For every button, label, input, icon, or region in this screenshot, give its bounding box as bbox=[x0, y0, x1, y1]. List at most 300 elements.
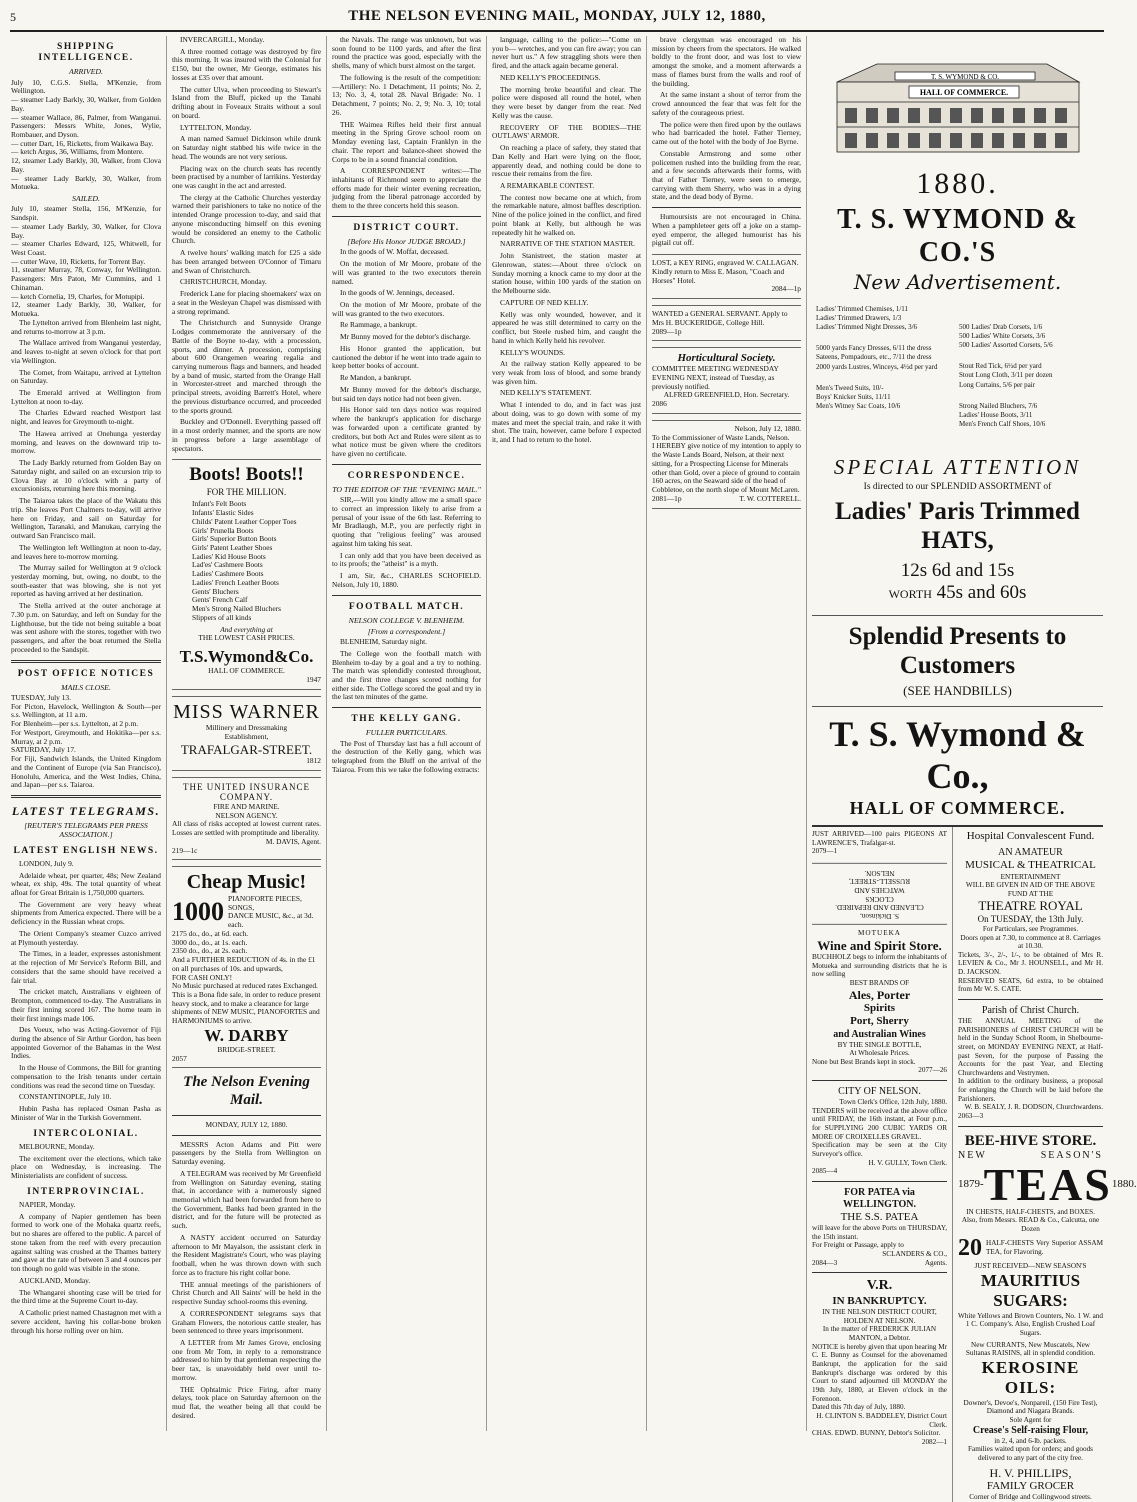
boots-title: Boots! Boots!! bbox=[189, 464, 304, 486]
christ-church-body: THE ANNUAL MEETING of the PARISHIONERS of CHRIST CHURCH will be held in the Sunday School Room, in Shelbourne-street, on MONDAY EVENING NEXT, at Half-past Seven, for the purpose of Passing the Accounts for the past Year, and Electing Churchwardens and Vestrymen. bbox=[958, 1016, 1103, 1077]
patea-body2: For Freight or Passage, apply to bbox=[812, 1241, 904, 1250]
kelly-subheading: FULLER PARTICULARS. bbox=[365, 728, 448, 738]
building-window bbox=[1055, 133, 1067, 148]
price-list-left-group bbox=[816, 384, 956, 411]
wines-line: and Australian Wines bbox=[833, 1028, 926, 1040]
news-paragraph: LONDON, July 9. bbox=[19, 858, 74, 868]
building-window bbox=[908, 133, 920, 148]
vr-mark: V.R. bbox=[866, 1278, 893, 1294]
boots-ref: 1947 bbox=[306, 674, 321, 684]
bankruptcy-clerk: H. CLINTON S. BADDELEY, District Court Clerk. bbox=[816, 1411, 947, 1429]
music-line: 2350 do., do., at 2s. each. bbox=[172, 946, 248, 956]
city-ref: 2085—4 bbox=[812, 1167, 838, 1176]
intercolonial-heading: INTERCOLONIAL. bbox=[33, 1128, 139, 1139]
dickinson-line: WATCHES AND bbox=[854, 886, 905, 895]
insurance-advert bbox=[172, 777, 321, 861]
warner-advert bbox=[172, 696, 321, 771]
shipping-note: The Comet, from Waitapu, arrived at Lyttelton on Saturday. bbox=[11, 367, 161, 386]
ales-line: Ales, Porter bbox=[848, 987, 911, 1002]
amateur-line: AN AMATEUR bbox=[998, 847, 1063, 859]
arrival-entry: 12, steamer Lady Barkly, 30, Walker, from Clova Bay. bbox=[11, 156, 161, 174]
boots-firm-sub: HALL OF COMMERCE. bbox=[208, 666, 285, 676]
arrived-subheading: ARRIVED. bbox=[69, 67, 103, 77]
best-brands-line: BEST BRANDS OF bbox=[849, 979, 910, 988]
entertainment-line: ENTERTAINMENT bbox=[1000, 872, 1061, 881]
wanted-ref: 2089—1p bbox=[652, 326, 682, 336]
price-list-right-item: Long Curtains, 5/6 per pair bbox=[959, 380, 1036, 389]
hall-sign: HALL OF COMMERCE. bbox=[919, 88, 1008, 97]
doors-line: Doors open at 7.30, to commence at 8. Carriages at 10.30. bbox=[960, 933, 1101, 951]
wine-store-heading: Wine and Spirit Store. bbox=[817, 937, 942, 953]
bankruptcy-date: Dated this 7th day of July, 1880. bbox=[812, 1403, 906, 1412]
price-list-left-item: Boys' Knicker Suits, 11/11 bbox=[816, 392, 891, 401]
music-line1: PIANOFORTE PIECES, SONGS, bbox=[228, 893, 302, 912]
wanted-notice bbox=[652, 305, 801, 341]
buchholz-text: BUCHHOLZ begs to inform the inhabitants of Motueka and surrounding districts that he is now selling bbox=[812, 953, 947, 979]
advert-year: 1880. bbox=[916, 167, 999, 200]
currants-line: New CURRANTS, New Muscatels, New Sultanas RAISINS, all in splendid condition. bbox=[965, 1340, 1096, 1358]
music-firm: W. DARBY bbox=[204, 1025, 289, 1045]
court-paragraph: His Honor granted the application, but cautioned the debtor if he went into trade again to keep better books of account. bbox=[332, 343, 481, 371]
football-subheading: NELSON COLLEGE V. BLENHEIM. bbox=[348, 615, 465, 625]
arrival-entry: — steamer Lady Barkly, 30, Walker, from Golden Bay. bbox=[11, 95, 161, 113]
kerosine-brands: Downer's, Devoe's, Nonpareil, (150 Fire Test), Diamond and Niagara Brands. bbox=[963, 1398, 1098, 1416]
corner-line: Corner of Bridge and Collingwood streets. bbox=[969, 1493, 1092, 1502]
insurance-sub: FIRE AND MARINE. bbox=[213, 801, 280, 811]
sailings-list bbox=[11, 205, 161, 319]
correspondence-subheading: TO THE EDITOR OF THE "EVENING MAIL." bbox=[332, 484, 481, 494]
christ-church-signature: W. B. SEALY, J. R. DODSON, Churchwardens. bbox=[964, 1103, 1103, 1112]
page-number: 5 bbox=[10, 10, 17, 24]
small-adverts-left bbox=[812, 827, 953, 1502]
shipping-note: The Taiaroa takes the place of the Wakatu this trip. She leaves Port Chalmers to-day, will arrive here on Friday, and sail on Saturday for Wellington, Taranaki, and Manukau, carrying the outward San Francisco mail. bbox=[11, 496, 161, 541]
flour-sub: in 2, 4, and 6-lb. packets. bbox=[994, 1436, 1067, 1445]
court-paragraph: In the goods of W. Jennings, deceased. bbox=[340, 288, 455, 298]
mail-entry: For Westport, Greymouth, and Hokitika—per s.s. Murray, at 2 p.m. bbox=[11, 727, 161, 746]
kelly-paragraph: What I intended to do, and in fact was just about doing, was to go down with some of my mates and meet the special train, and rake it with shot. The train, however, came before I expected it, and I had to return to the hotel. bbox=[492, 400, 641, 445]
news-paragraph: A Catholic priest named Chastagnon met with a severe accident, having his collar-bone broken through his horse rolling over on him. bbox=[11, 1308, 161, 1335]
sailing-entry: — ketch Cornelia, 19, Charles, for Motupipi. bbox=[11, 291, 145, 301]
arrival-entry: — cutter Dart, 16, Ricketts, from Waikawa Bay. bbox=[11, 138, 154, 148]
splendid-presents-heading: Splendid Presents to Customers bbox=[812, 615, 1103, 681]
column-4 bbox=[486, 36, 646, 1431]
city-heading: CITY OF NELSON. bbox=[838, 1086, 921, 1098]
new-advertisement-heading: New Advertisement. bbox=[853, 270, 1062, 295]
price-list-right-item: Stout Red Tick, 6½d per yard bbox=[959, 362, 1042, 371]
boots-item: Ladies' French Leather Boots bbox=[192, 577, 279, 587]
kelly-gang-report-continued bbox=[652, 36, 801, 202]
bee-hive-heading: BEE-HIVE STORE. bbox=[964, 1132, 1097, 1149]
correspondence-letter bbox=[332, 496, 481, 589]
kelly-paragraph: The morning broke beautiful and clear. The police were disposed all round the hotel, when they were beset by danger from the rear. Ned Kelly was the cause. bbox=[492, 84, 641, 120]
boots-footer: And everything at bbox=[220, 624, 273, 634]
court-paragraph: His Honor said ten days notice was required where the bankrupt's application for discharge was forwarded upon a certificate granted by creditors, but both Act and Rules were silent as to what notice must be given where the creditors have given no certificate. bbox=[332, 405, 481, 459]
sailing-entry: July 10, steamer Stella, 156, M'Kenzie, for Sandspit. bbox=[11, 204, 161, 223]
district-court-subheading: [Before His Honor JUDGE BROAD.] bbox=[347, 237, 466, 247]
interprovincial-heading: INTERPROVINCIAL. bbox=[27, 1186, 145, 1197]
sailing-entry: 12, steamer Lady Barkly, 30, Walker, for Motueka. bbox=[11, 300, 161, 319]
dickinson-line: S. Dickinson, bbox=[860, 911, 899, 920]
court-paragraph: Re Mandon, a bankrupt. bbox=[340, 373, 412, 383]
mauritius-heading: MAURITIUS SUGARS: bbox=[980, 1271, 1081, 1311]
news-paragraph: A man named Samuel Dickinson while drunk on Saturday night stabbed his wife twice in the head. The wounds are not very serious. bbox=[172, 134, 321, 161]
price-list-right-item: 500 Ladies' Assorted Corsets, 5/6 bbox=[959, 341, 1053, 350]
price-list-right-item: Strong Nailed Bluchers, 7/6 bbox=[959, 401, 1038, 410]
building-window bbox=[950, 133, 962, 148]
telegrams-continued bbox=[172, 36, 321, 453]
football-paragraph: BLENHEIM, Saturday night. bbox=[340, 637, 428, 647]
shipping-note: The Charles Edward reached Westport last night, and leaves for Greymouth to-night. bbox=[11, 408, 161, 427]
patea-agent: SCLANDERS & CO., bbox=[882, 1249, 947, 1258]
price-list-left-item: Ladies' Trimmed Night Dresses, 3/6 bbox=[816, 323, 918, 332]
bankruptcy-court: IN THE NELSON DISTRICT COURT, HOLDEN AT NELSON. bbox=[822, 1308, 937, 1325]
kelly-paragraph: NED KELLY'S PROCEEDINGS. bbox=[500, 72, 601, 82]
english-news-heading: LATEST ENGLISH NEWS. bbox=[13, 845, 159, 856]
kelly-paragraph: RECOVERY OF THE BODIES—THE OUTLAWS' ARMOR. bbox=[492, 122, 641, 141]
building-window bbox=[908, 108, 920, 123]
price-list-left-item: 2000 yards Lustres, Winceys, 4½d per yard bbox=[816, 362, 938, 371]
music-line: FOR CASH ONLY! bbox=[172, 972, 233, 982]
editorial-paragraph: A NASTY accident occurred on Saturday afternoon to Mr Mayalson, the assistant clerk in the Resident Magistrate's Court, who was playing football, when he was thrown down with such force as to fracture his right collar bone. bbox=[172, 1232, 321, 1277]
post-office-heading: POST OFFICE NOTICES bbox=[17, 668, 155, 679]
shipping-heading: SHIPPING INTELLIGENCE. bbox=[38, 42, 134, 64]
bankruptcy-ref: 2082—1 bbox=[921, 1437, 947, 1446]
mail-entry: For Blenheim—per s.s. Lyttelton, at 2 p.m. bbox=[11, 719, 139, 729]
court-paragraph: On the motion of Mr Moore, probate of the will was granted to the two executors. bbox=[332, 300, 481, 318]
boots-item: Lad'es' Cashmere Boots bbox=[192, 560, 263, 570]
notice-date: Nelson, July 12, 1880. bbox=[734, 423, 801, 433]
dickinson-advert-inverted bbox=[812, 863, 947, 925]
aid-line: WILL BE GIVEN IN AID OF THE ABOVE FUND AT THE bbox=[965, 881, 1096, 898]
kelly-paragraph: NED KELLY'S STATEMENT. bbox=[500, 388, 592, 398]
kelly-paragraph: KELLY'S WOUNDS. bbox=[500, 347, 565, 357]
price-list-right-group bbox=[959, 402, 1099, 429]
insurance-agent: M. DAVIS, Agent. bbox=[265, 836, 321, 846]
editorial-paragraph: A CORRESPONDENT telegrams says that Graham Flowers, the notorious cattle stealer, has been sentenced to three years imprisonment. bbox=[172, 1308, 321, 1336]
editorial-paragraph: THE annual meetings of the parishioners of Christ Church and All Saints' will be held in the respective Sunday school-rooms this evening. bbox=[172, 1279, 321, 1307]
letter-paragraph: I am, Sir, &c., CHARLES SCHOFIELD. Nelson, July 10, 1880. bbox=[332, 571, 481, 589]
notice-body: I HEREBY give notice of my intention to apply to the Waste Lands Board, Nelson, at their next sitting, for a Prospecting License for Minerals other than Gold, over a piece of ground to contain 160 acres, on the Seaward side of the head of Cobbletoe, on the north slope of Mount McLaren. bbox=[652, 441, 801, 495]
kelly-paragraph: The contest now became one at which, from the remarkable nature, almost baffles description. Nine of the police joined in the conflict, and fired point blank at Kelly, but although he was repeatedly hit he walked on. bbox=[492, 192, 641, 237]
patea-ref: 2084—3 bbox=[812, 1258, 838, 1267]
music-line2: DANCE MUSIC, &c., at 3d. each. bbox=[228, 911, 314, 930]
news-paragraph: THE Waimea Rifles held their first annual meeting in the Spring Grove school room on Monday evening last, Captain Franklyn in the chair. The report and balance-sheet showed the Corps to be in a sound financial condition. bbox=[332, 119, 481, 164]
english-news bbox=[11, 860, 161, 1123]
hall-top-sign: T. S. WYMOND & CO. bbox=[930, 73, 999, 81]
editorial-paragraph: MESSRS Acton Adams and Pitt were passengers by the Stella from Wellington on Saturday evening. bbox=[172, 1139, 321, 1167]
price-list-right-item: 500 Ladies' Drab Corsets, 1/6 bbox=[959, 323, 1043, 332]
price-list-left-item: Ladies' Trimmed Chemises, 1/11 bbox=[816, 305, 909, 314]
sailing-entry: 11, steamer Murray, 78, Conway, for Wellington. Passengers: Mrs Paton, Mr Cummins, and 1 Chinaman. bbox=[11, 265, 161, 292]
mail-entry: For Fiji, Sandwich Islands, the United Kingdom and the Continent of Europe (via San Francisco), Honolulu, America, and the West Indies, China, and Japan—per s.s. Taiaroa. bbox=[11, 754, 161, 790]
building-window bbox=[1034, 133, 1046, 148]
humour-paragraph: Humoursists are not encouraged in China. When a pamphleteer gets off a joke on a stamp-eyed emperor, the alleged humourist has his pigtail cut off. bbox=[652, 212, 801, 248]
horticultural-body: COMMITTEE MEETING WEDNESDAY EVENING NEXT, instead of Tuesday, as previously notified. bbox=[652, 364, 779, 391]
news-paragraph: The following is the result of the competition:—Artillery: No. 1 Detachment, 11 points; No. 2, 13; No. 3, 4, total 28. Naval Brigade: No. 1 Detachment, 7 points; No. 2, 9; No. 3, 10; total 26. bbox=[332, 72, 481, 117]
kelly-paragraph: brave clergyman was encouraged on his mission by cheers from the spectators. He walked boldly to the front door, and was lost to view amongst the smoke, and a moment afterwards a mass of flames burst from the walls and roof of the building. bbox=[652, 35, 801, 88]
column-3 bbox=[326, 36, 486, 1431]
kelly-paragraph: At the same instant a shout of terror from the crowd announced the fear that was felt for the safety of the courageous priest. bbox=[652, 90, 801, 117]
district-court-heading: DISTRICT COURT. bbox=[353, 222, 460, 233]
building-window bbox=[971, 133, 983, 148]
wymond-heading: T. S. WYMOND & CO.'S bbox=[837, 204, 1078, 269]
music-firm-sub: BRIDGE-STREET. bbox=[217, 1045, 276, 1054]
court-paragraph: Re Rammage, a bankrupt. bbox=[340, 320, 417, 330]
building-window bbox=[866, 108, 878, 123]
news-paragraph: A company of Napier gentlemen has been formed to work one of the Mohaka quartz reefs, but no shares are offered to the public. A parcel of stone taken from the reef with every precaution against salting was crushed at the Thames battery and gave at the rate of between 3 and 4 ounces per ton though no gold was visible in the stone. bbox=[11, 1211, 161, 1274]
masthead-title: THE NELSON EVENING MAIL, MONDAY, JULY 12, 1880, bbox=[348, 8, 766, 24]
boots-item: Infant's Felt Boots bbox=[192, 499, 247, 509]
music-lines bbox=[172, 930, 321, 1026]
arrival-entry: — ketch Argus, 36, Williams, from Montere. bbox=[11, 147, 144, 157]
season-label: SEASON'S bbox=[1040, 1149, 1103, 1161]
column-5 bbox=[646, 36, 806, 1431]
price-list-right-group bbox=[959, 362, 1099, 389]
wymond-firm-name: T. S. Wymond & Co., bbox=[812, 706, 1103, 798]
news-paragraph: The Whangarei shooting case will be tried for the third time at the Supreme Court to-day. bbox=[11, 1287, 161, 1306]
shipping-note: The Stella arrived at the outer anchorage at 7.30 p.m. on Saturday, and left on Sunday for the Lighthouse, but the tide not being suitable a boat was sent ashore with the stores, together with two passengers, and after the boat returned the Stella proceeded to the Sandspit. bbox=[11, 601, 161, 654]
horticultural-ref: 2086 bbox=[652, 399, 667, 409]
district-court-report bbox=[332, 248, 481, 458]
hospital-heading: Hospital Convalescent Fund. bbox=[966, 830, 1095, 843]
notice-addressee: To the Commissioner of Waste Lands, Nelson. bbox=[652, 432, 790, 442]
issue-date: MONDAY, JULY 12, 1880. bbox=[205, 1119, 288, 1129]
prospecting-notice bbox=[652, 420, 801, 509]
news-paragraph: The clergy at the Catholic Churches yesterday warned their parishioners to take no notice of the intended Orange procession to-day, and said that anyone misconducting himself on this evening would be considered an enemy to the Catholic Church. bbox=[172, 192, 321, 246]
boots-item: Gents' Bluchers bbox=[192, 586, 239, 596]
kelly-paragraph: John Stanistreet, the station master at Glenrowan, states:—About three o'clock on Sunday morning a knock came to my door at the station house, within 100 yards of the station on the Melbourne side. bbox=[492, 251, 641, 296]
divider bbox=[11, 795, 161, 798]
hall-of-commerce-engraving bbox=[817, 42, 1099, 162]
wholesale-line: At Wholesale Prices. bbox=[849, 1049, 910, 1058]
notice-signature: T. W. COTTERELL. bbox=[739, 493, 801, 503]
building-window bbox=[992, 133, 1004, 148]
music-line: 2175 do., do., at 6d. each. bbox=[172, 928, 249, 938]
price-list-left-item: Men's Tweed Suits, 10/- bbox=[816, 383, 884, 392]
news-paragraph: INVERCARGILL, Monday. bbox=[180, 35, 265, 44]
editorial-paragraph: A LETTER from Mr James Grove, enclosing one from Mr Tom, in reply to a remonstrance addressed to him by that gentleman respecting the beer tax, is unavoidably held over until to-morrow. bbox=[172, 1338, 321, 1382]
latest-telegrams-heading: LATEST TELEGRAMS. bbox=[11, 804, 161, 819]
dickinson-line: CLEANED AND REPAIRED. bbox=[835, 903, 924, 912]
shipping-note: The Emerald arrived at Wellington from Lyttelton at noon to-day. bbox=[11, 388, 161, 406]
court-paragraph: On the motion of Mr Moore, probate of the will was granted to the two executors therein named. bbox=[332, 259, 481, 286]
kelly-paragraph: The police were then fired upon by the outlaws who had barricaded the hotel. Father Tierney, came out of the hotel with the body of Joe Byrne. bbox=[652, 119, 801, 147]
christ-church-body2: In addition to the ordinary business, a proposal for enlarging the Church will be laid before the Parishioners. bbox=[958, 1077, 1103, 1103]
reserved-line: RESERVED SEATS, 6d extra, to be obtained from Mr W. S. CATE. bbox=[958, 976, 1103, 994]
buchholz-ref: 2077—26 bbox=[918, 1066, 947, 1075]
bankruptcy-heading: IN BANKRUPTCY. bbox=[832, 1295, 927, 1308]
boots-item: Ladies' Kid House Boots bbox=[192, 551, 266, 561]
news-paragraph: NAPIER, Monday. bbox=[19, 1199, 76, 1209]
patea-role: Agents. bbox=[924, 1258, 947, 1267]
horticultural-notice bbox=[652, 347, 801, 414]
boots-firm: T.S.Wymond&Co. bbox=[179, 647, 314, 667]
music-line: No Music purchased at reduced rates Exchanged. bbox=[172, 981, 318, 991]
editorial-items bbox=[172, 1141, 321, 1421]
price-list-right-item: Ladies' House Boots, 3/11 bbox=[959, 410, 1033, 419]
sailing-entry: — steamer Charles Edward, 125, Whitwell, for West Coast. bbox=[11, 239, 161, 257]
handbills-note: (SEE HANDBILLS) bbox=[903, 682, 1012, 698]
chests-line: IN CHESTS, HALF-CHESTS, and BOXES. bbox=[966, 1207, 1095, 1216]
kelly-gang-report bbox=[492, 36, 641, 445]
kerosine-heading: KEROSINE OILS: bbox=[981, 1358, 1080, 1398]
news-paragraph: Hubin Pasha has replaced Osman Pasha as Minister of War in the Turkish Government. bbox=[11, 1104, 161, 1122]
dickinson-line: RUSSELL-STREET, bbox=[848, 877, 911, 886]
building-window bbox=[929, 133, 941, 148]
horticultural-heading: Horticultural Society. bbox=[677, 352, 776, 365]
hat-price-1: 12s 6d and 15s bbox=[900, 559, 1015, 581]
price-list-left bbox=[816, 305, 956, 441]
editorial-paragraph: THE Ophtalmic Price Firing, after many delays, took place on Saturday afternoon on the mud flat, the weather being all that could be desired. bbox=[172, 1384, 321, 1420]
music-advert bbox=[172, 866, 321, 1068]
patea-heading: FOR PATEA via WELLINGTON. bbox=[843, 1186, 916, 1210]
building-window bbox=[950, 108, 962, 123]
christ-church-heading: Parish of Christ Church. bbox=[981, 1004, 1080, 1016]
sailing-entry: — steamer Lady Barkly, 30, Walker, for Clova Bay. bbox=[11, 221, 161, 240]
small-adverts bbox=[812, 825, 1137, 1502]
tuesday-line: On TUESDAY, the 13th July. bbox=[977, 914, 1084, 925]
music-title: Cheap Music! bbox=[186, 871, 307, 894]
boots-item: Slippers of all kinds bbox=[192, 612, 252, 622]
building-window bbox=[1013, 108, 1025, 123]
kelly-paragraph: At the railway station Kelly appeared to be very weak from loss of blood, and some brandy was given him. bbox=[492, 359, 641, 386]
building-window bbox=[887, 108, 899, 123]
grocer-line: FAMILY GROCER bbox=[986, 1480, 1075, 1493]
boots-item: Girls' Prunella Boots bbox=[192, 525, 254, 535]
insurance-title: THE UNITED INSURANCE COMPANY. bbox=[183, 781, 310, 803]
boots-item: Men's Strong Nailed Bluchers bbox=[192, 604, 281, 614]
warner-title: MISS WARNER bbox=[173, 700, 320, 723]
boots-item: Ladies' Cashmere Boots bbox=[192, 569, 264, 579]
news-paragraph: LYTTELTON, Monday. bbox=[180, 122, 252, 132]
news-paragraph: Buckley and O'Donnell. Everything passed off in a most orderly manner, and the sports are now in progress before a large assemblage of spectators. bbox=[172, 417, 321, 453]
boots-item: Girls' Superior Button Boots bbox=[192, 534, 277, 544]
news-paragraph: CONSTANTINOPLE, July 10. bbox=[19, 1092, 112, 1102]
boots-item: Childs' Patent Leather Copper Toes bbox=[192, 516, 297, 526]
city-spec-line: Specification may be seen at the City Surveyor's office. bbox=[812, 1141, 947, 1158]
music-line: This is a Bona fide sale, in order to reduce present heavy stock, and to make a clearance for large shipments of NEW MUSIC, PIANOFORTES and HARMONIUMS to arrive. bbox=[172, 990, 321, 1026]
column-2 bbox=[166, 36, 326, 1431]
just-received-line: JUST RECEIVED—NEW SEASON'S bbox=[974, 1262, 1087, 1271]
news-paragraph: The cutter Ulva, when proceeding to Stewart's Island from the Bluff, picked up the Tanahi drifting about in Foveaux Straits without a soul on board. bbox=[172, 84, 321, 120]
warner-ref: 1812 bbox=[306, 755, 321, 765]
dickinson-line: CLOCKS bbox=[865, 894, 894, 903]
flour-heading: Crease's Self-raising Flour, bbox=[972, 1424, 1089, 1436]
warner-line2: Establishment, bbox=[224, 731, 269, 741]
kelly-paragraph: On reaching a place of safety, they stated that Dan Kelly and Hart were lying on the floor, apparently dead, and nothing could be done to rescue their remains from the fire. bbox=[492, 143, 641, 179]
football-heading: FOOTBALL MATCH. bbox=[348, 601, 465, 612]
year-1879: 1879- bbox=[958, 1178, 984, 1191]
horticultural-signature: ALFRED GREENFIELD, Hon. Secretary. bbox=[663, 390, 790, 400]
building-window bbox=[992, 108, 1004, 123]
families-line: Families waited upon for orders; and goods delivered to any part of the city free. bbox=[968, 1445, 1093, 1462]
music-big-number: 1000 bbox=[172, 897, 224, 927]
football-source: [From a correspondent.] bbox=[367, 626, 446, 636]
christ-church-ref: 2063—3 bbox=[958, 1112, 984, 1121]
masthead bbox=[10, 8, 1104, 32]
boots-item: Infants' Elastic Sides bbox=[192, 508, 254, 518]
hall-of-commerce-label: HALL OF COMMERCE. bbox=[849, 797, 1066, 818]
kelly-heading: THE KELLY GANG. bbox=[351, 714, 462, 725]
new-label: NEW bbox=[958, 1149, 987, 1161]
building-window bbox=[1034, 108, 1046, 123]
lost-text: LOST, a KEY RING, engraved W. CALLAGAN. Kindly return to Miss E. Mason, "Coach and Horses" Hotel. bbox=[652, 258, 799, 285]
sugar-lines: White Yellows and Brown Counters, No. 1 W. and 1 C. Company's. Also, English Crushed Loaf Sugars. bbox=[958, 1311, 1103, 1338]
advertisement-column bbox=[806, 36, 1137, 1502]
reuter-subheading: [REUTER'S TELEGRAMS PER PRESS ASSOCIATION.] bbox=[24, 821, 148, 840]
shipping-note: The Hawea arrived at Onehunga yesterday morning, and leaves on the downward trip to-morrow. bbox=[11, 428, 161, 456]
news-paragraph: A CORRESPONDENT writes:—The inhabitants of Richmond seem to appreciate the efforts made for their winter evening recreation, judging from the liberal patronage accorded by them to the three concerts held this season. bbox=[332, 166, 481, 211]
kelly-paragraph: Constable Armstrong and some other policemen rushed into the building from the rear, and a few seconds afterwards their forms, with that of Father Tierney, were seen to emerge, carrying with them Sherry, who was in a dying state, and the dead body of Byrne. bbox=[652, 148, 801, 202]
shipping-note: The Lyttelton arrived from Blenheim last night, and returns to-morrow at 3 p.m. bbox=[11, 317, 161, 336]
court-paragraph: In the goods of W. Moffat, deceased. bbox=[340, 247, 449, 257]
music-line: 3000 do., do., at 1s. each. bbox=[172, 937, 248, 947]
sailing-entry: — cutter Wave, 10, Ricketts, for Torrent Bay. bbox=[11, 256, 146, 266]
building-window bbox=[866, 133, 878, 148]
mail-entry: For Picton, Havelock, Wellington & South—per s.s. Wellington, at 11 a.m. bbox=[11, 701, 161, 720]
kelly-paragraph: language, calling to the police:—"Come on you b— wretches, and you can fire away; you can never hurt us." A few straggling shots were then fired, and the attack again became general. bbox=[492, 35, 641, 71]
price-list-right-item: Men's French Calf Shoes, 10/6 bbox=[959, 419, 1046, 428]
directed-line: Is directed to our SPLENDID ASSORTMENT of bbox=[863, 481, 1052, 492]
patea-body: will leave for the above Ports on THURSDAY, the 15th instant. bbox=[812, 1224, 947, 1241]
music-line: And a FURTHER REDUCTION of 4s. in the £1 on all purchases of 10s. and upwards, bbox=[172, 955, 316, 973]
price-list-left-group bbox=[816, 344, 956, 371]
building-window bbox=[971, 108, 983, 123]
news-paragraph: AUCKLAND, Monday. bbox=[19, 1275, 91, 1285]
dickinson-line: NELSON. bbox=[864, 868, 895, 877]
lost-ref: 2084—1p bbox=[771, 284, 801, 294]
price-list-right-item: Stout Long Cloth, 3/11 per dozen bbox=[959, 371, 1053, 380]
news-paragraph: The excitement over the elections, which take place on Wednesday, is increasing. The Ministerialists are confident of success. bbox=[11, 1153, 161, 1181]
letter-paragraph: I can only add that you have been deceived as to its proofs; the "atheist" is a myth. bbox=[332, 550, 481, 569]
kelly-paragraph: A REMARKABLE CONTEST. bbox=[500, 181, 595, 191]
intercolonial-news bbox=[11, 1143, 161, 1181]
football-report bbox=[332, 638, 481, 702]
insurance-agency: NELSON AGENCY. bbox=[215, 810, 278, 820]
news-paragraph: Adelaide wheat, per quarter, 48s; New Zealand wheat, ex ship, 49s. The total quantity of wheat afloat for Great Britain is 1,750,000 quarters. bbox=[11, 870, 161, 897]
correspondence-heading: CORRESPONDENCE. bbox=[347, 470, 466, 481]
building-window bbox=[1055, 108, 1067, 123]
mail-entry: TUESDAY, July 13. bbox=[11, 692, 71, 702]
shipping-note: The Wellington left Wellington at noon to-day, and leaves here to-morrow morning. bbox=[11, 542, 161, 561]
also-line: Also, from Messrs. READ & Co., Calcutta, one Dozen bbox=[961, 1216, 1100, 1233]
special-attention-heading: SPECIAL ATTENTION bbox=[833, 454, 1082, 479]
news-paragraph: Frederick Lane for placing shoemakers' wax on a seat in the Wesleyan Chapel was dismissed with a strong reprimand. bbox=[172, 289, 321, 316]
mail-entry: SATURDAY, July 17. bbox=[11, 745, 76, 755]
notice-ref: 2081—1p bbox=[652, 493, 682, 503]
motueka-heading: MOTUEKA bbox=[858, 928, 901, 937]
editorial-paragraph: A TELEGRAM was received by Mr Greenfield from Wellington on Saturday evening, stating that, in accordance with a numerously signed memorial which had been forwarded from here to the Government, Banks had been granted in the district, and for the future will be protected as such. bbox=[172, 1168, 321, 1231]
shipping-note: The Murray sailed for Wellington at 9 o'clock yesterday morning, but, owing, no doubt, to the south-easter that was blowing, she is not yet reported as having arrived at her destination. bbox=[11, 563, 161, 599]
court-paragraph: Mr Bunny moved for the debtor's discharge. bbox=[340, 332, 471, 342]
city-tender-body: TENDERS will be received at the above office until FRIDAY, the 16th instant, at Four p.m., for SUPPLYING 200 CUBIC YARDS OR MORE OF CROIXELLES GRAVEL. bbox=[812, 1106, 947, 1141]
kelly-paragraph: NARRATIVE OF THE STATION MASTER. bbox=[500, 239, 635, 249]
city-office-line: Town Clerk's Office, 12th July, 1880. bbox=[839, 1098, 947, 1107]
insurance-ref: 219—1c bbox=[172, 845, 198, 855]
bankruptcy-body: NOTICE is hereby given that upon hearing Mr C. E. Bunny as Counsel for the abovenamed Bankrupt, the application for the said Bankrupt's discharge was ordered by this Court to stand adjourned till MONDAY the 19th July, 1880, at Eleven o'clock in the Forenoon. bbox=[812, 1342, 947, 1403]
news-paragraph: MELBOURNE, Monday. bbox=[19, 1141, 95, 1151]
local-news bbox=[332, 36, 481, 211]
price-list-left-item: Men's Witney Sac Coats, 10/6 bbox=[816, 401, 901, 410]
lost-notice bbox=[652, 254, 801, 299]
programmes-line: For Particulars, see Programmes. bbox=[982, 924, 1079, 933]
single-bottle-line: BY THE SINGLE BOTTLE, bbox=[837, 1040, 922, 1049]
price-list-right-item: 500 Ladies' White Corsets, 3/6 bbox=[959, 332, 1046, 341]
building-window bbox=[1013, 133, 1025, 148]
price-list-right bbox=[959, 323, 1099, 441]
kelly-paragraph: Kelly was only wounded, however, and it appeared he was still determined to carry on the conflict, but Steele rushed him, and caught the hand in which Kelly held his revolver. bbox=[492, 309, 641, 345]
news-paragraph: Des Voeux, who was Acting-Governor of Fiji during the absence of Sir Arthur Gordon, has been appointed Governor of the Bahamas in the West Indies. bbox=[11, 1025, 161, 1061]
